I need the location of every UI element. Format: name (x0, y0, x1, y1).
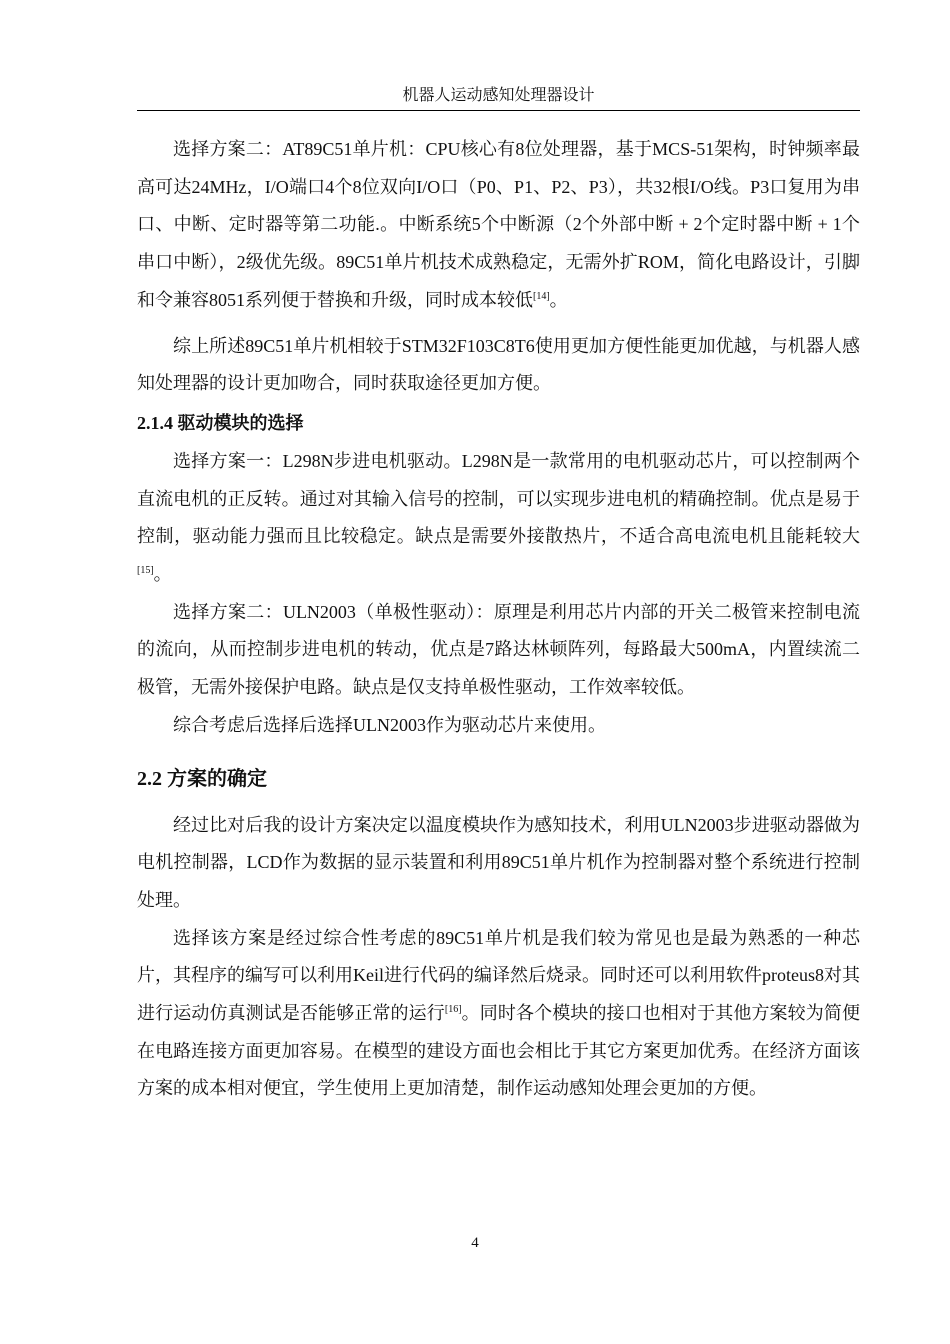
citation: [15] (137, 565, 154, 577)
paragraph-text: 。 (153, 564, 172, 585)
citation: [14] (533, 290, 550, 302)
paragraph-scheme2-uln2003: 选择方案二：ULN2003（单极性驱动）：原理是利用芯片内部的开关二极管来控制电流的流向，从而控制步进电机的转动，优点是7路达林顿阵列，每路最大500mA，内置续流二极管，无需外接保护电路。缺点是仅支持单极性驱动，工作效率较低。 (137, 601, 860, 698)
paragraph-text: 选择方案一：L298N步进电机驱动。L298N是一款常用的电机驱动芯片，可以控制两个直流电机的正反转。通过对其输入信号的控制，可以实现步进电机的精确控制。优点是易于控制，驱动能力强而且比较稳定。缺点是需要外接散热片，不适合高电流电机且能耗较大 (137, 450, 860, 547)
page-body (137, 131, 860, 1108)
page-number: 4 (471, 1235, 479, 1251)
paragraph-rationale (137, 920, 860, 1109)
paragraph-choice: 综合考虑后选择后选择ULN2003作为驱动芯片来使用。 (173, 714, 606, 735)
paragraph-text: 。同时各个模块的接口也相对于其他方案较为简便在电路连接方面更加容易。在模型的建设方面也会相比于其它方案更加优秀。在经济方面该方案的成本相对便宜，学生使用上更加清楚，制作运动感知处理会更加的方便。 (137, 1003, 861, 1099)
paragraph-scheme1-l298n (137, 443, 860, 594)
paragraph-text: 。 (549, 289, 568, 310)
section-heading-2-1-4: 2.1.4 驱动模块的选择 (137, 412, 304, 433)
paragraph-summary: 综上所述89C51单片机相较于STM32F103C8T6使用更加方便性能更加优越，与机器人感知处理器的设计更加吻合，同时获取途径更加方便。 (137, 335, 860, 394)
running-header: 机器人运动感知处理器设计 (402, 87, 595, 104)
paragraph-scheme2-at89c51 (137, 131, 860, 320)
paragraph-design-decision: 经过比对后我的设计方案决定以温度模块作为感知技术，利用ULN2003步进驱动器做为电机控制器，LCD作为数据的显示装置和利用89C51单片机作为控制器对整个系统进行控制处理。 (137, 814, 860, 910)
paragraph-text: 选择方案二：AT89C51单片机：CPU核心有8位处理器，基于MCS-51架构，时钟频率最高可达24MHz，I/O端口4个8位双向I/O口（P0、P1、P2、P3），共32根I/O线。P3口复用为串口、中断、定时器等第二功能.。中断系统5个中断源（2个外部中断 + 2个定时器中断 + 1个串口中断），2级优先级。89C51单片机技术成熟稳定，无需外扩ROM，简化电路设计，引脚和令兼容8051系列便于替换和升级，同时成本较低 (137, 139, 860, 310)
citation: [16] (444, 1004, 462, 1016)
paragraph-text: 选择该方案是经过综合性考虑的89C51单片机是我们较为常见也是最为熟悉的一种芯片，其程序的编写可以利用Keil进行代码的编译然后烧录。同时还可以利用软件proteus8对其进行运动仿真测试是否能够正常的运行 (137, 927, 860, 1024)
header-rule (137, 110, 860, 111)
section-heading-2-2: 2.2 方案的确定 (137, 767, 267, 790)
